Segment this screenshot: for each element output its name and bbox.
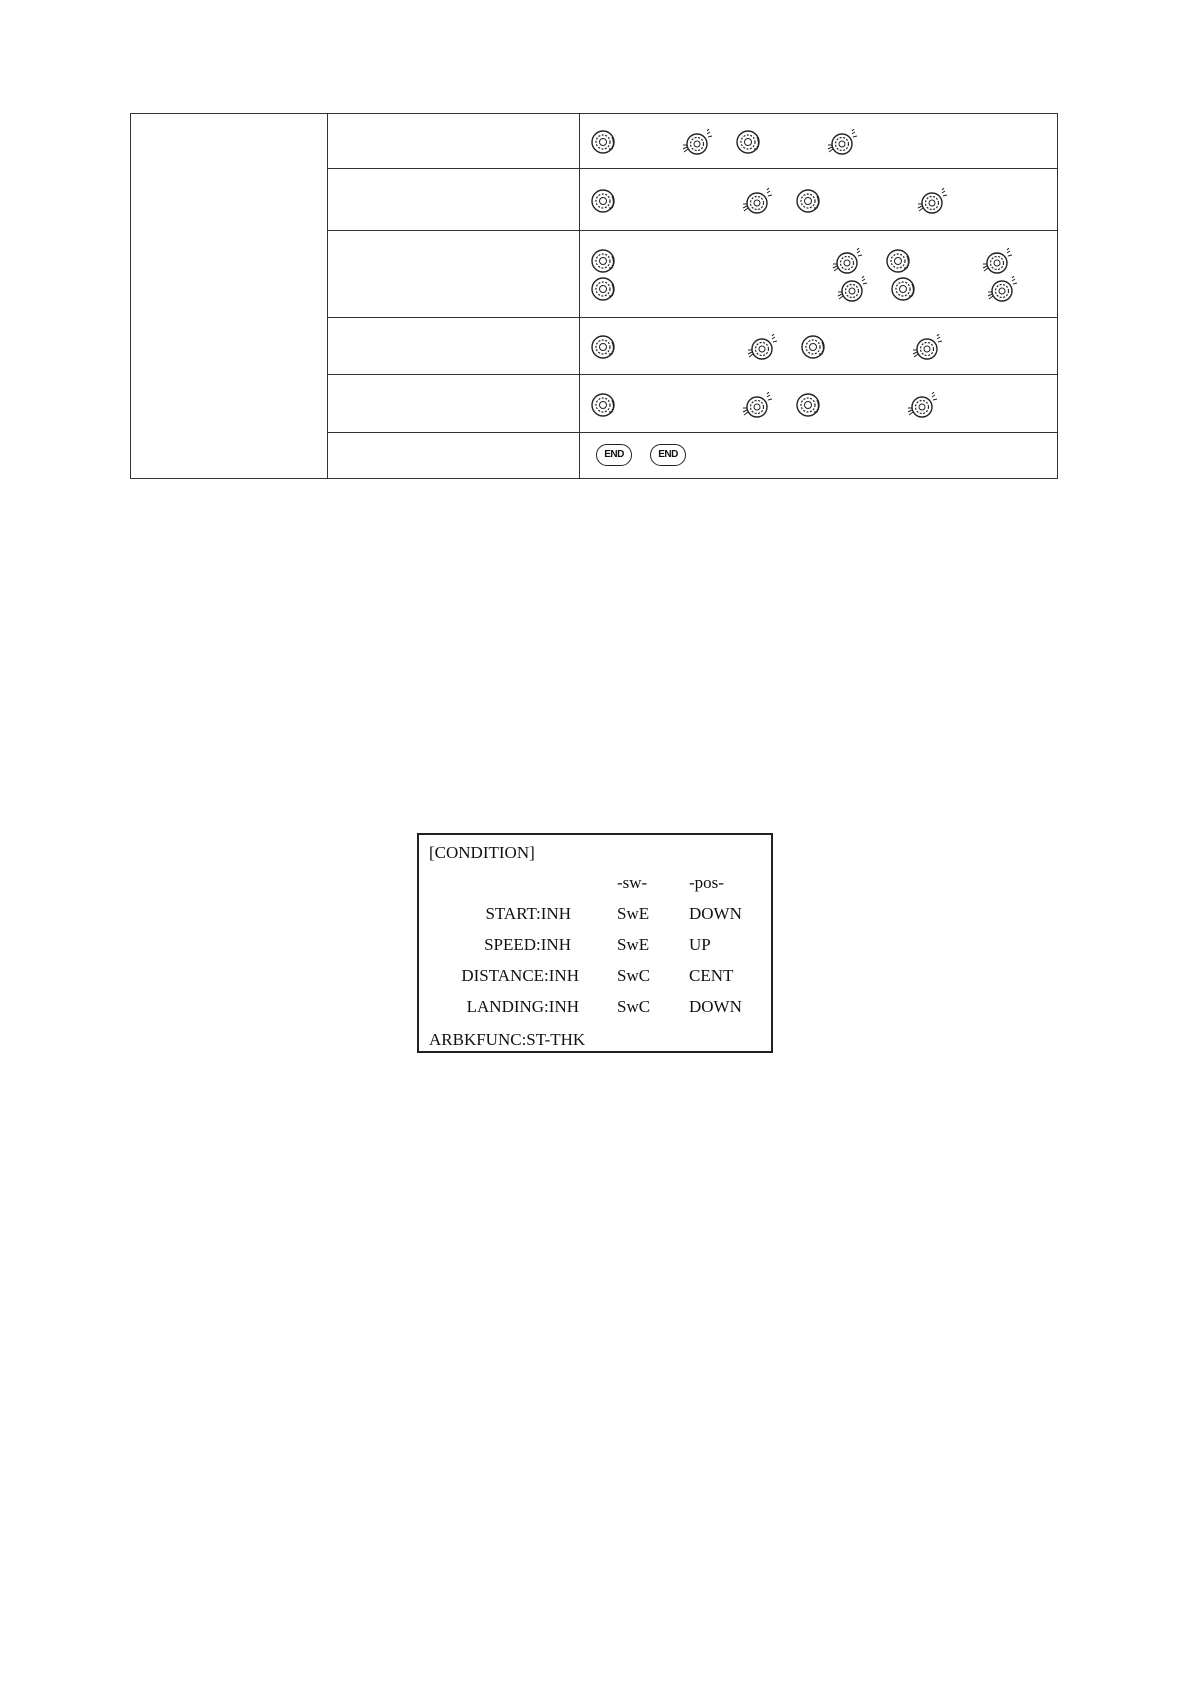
step-label-cell bbox=[328, 169, 580, 231]
step-label-cell bbox=[328, 231, 580, 318]
dial-turn-icon bbox=[590, 248, 618, 276]
dial-turn-icon bbox=[890, 276, 918, 304]
step-action-cell bbox=[580, 433, 1058, 479]
icon-line bbox=[580, 332, 1057, 360]
dial-press-icon bbox=[910, 334, 944, 362]
dial-turn-icon bbox=[590, 129, 618, 157]
dial-turn-icon bbox=[590, 392, 618, 420]
step-label-cell bbox=[328, 318, 580, 375]
icon-line bbox=[580, 442, 1057, 470]
dial-press-icon bbox=[825, 129, 859, 157]
condition-name: START:INH bbox=[485, 904, 571, 923]
icon-line bbox=[580, 390, 1057, 418]
dial-turn-icon bbox=[590, 334, 618, 362]
dial-press-icon bbox=[745, 334, 779, 362]
dial-press-icon bbox=[980, 248, 1014, 276]
lcd-footer: ARBKFUNC:ST-THK bbox=[429, 1030, 586, 1049]
condition-position: UP bbox=[689, 935, 711, 954]
condition-position: DOWN bbox=[689, 997, 742, 1016]
icon-line bbox=[580, 127, 1057, 155]
dial-turn-icon bbox=[800, 334, 828, 362]
dial-press-icon bbox=[740, 188, 774, 216]
condition-position: DOWN bbox=[689, 904, 742, 923]
condition-name: DISTANCE:INH bbox=[461, 966, 579, 985]
dial-turn-icon bbox=[590, 276, 618, 304]
condition-switch: SwE bbox=[617, 935, 650, 954]
step-label-cell bbox=[328, 375, 580, 433]
dial-turn-icon bbox=[795, 392, 823, 420]
pos-column-header: -pos- bbox=[689, 873, 724, 892]
condition-switch: SwE bbox=[617, 904, 650, 923]
dial-press-icon bbox=[915, 188, 949, 216]
dial-press-icon bbox=[905, 392, 939, 420]
condition-name: LANDING:INH bbox=[466, 997, 579, 1016]
lcd-title: [CONDITION] bbox=[429, 843, 535, 862]
dial-press-icon bbox=[835, 276, 869, 304]
icon-line bbox=[580, 186, 1057, 214]
condition-row bbox=[419, 904, 771, 928]
icon-line bbox=[580, 274, 1057, 302]
end-key-icon: END bbox=[650, 444, 686, 466]
end-key-icon: END bbox=[596, 444, 632, 466]
dial-press-icon bbox=[740, 392, 774, 420]
condition-row bbox=[419, 997, 771, 1021]
dial-turn-icon bbox=[735, 129, 763, 157]
step-action-cell bbox=[580, 169, 1058, 231]
dial-turn-icon bbox=[590, 188, 618, 216]
condition-row bbox=[419, 966, 771, 990]
step-label-cell bbox=[328, 433, 580, 479]
condition-name: SPEED:INH bbox=[484, 935, 571, 954]
step-label-cell bbox=[328, 114, 580, 169]
condition-switch: SwC bbox=[617, 997, 651, 1016]
procedure-table bbox=[130, 113, 1058, 479]
dial-press-icon bbox=[985, 276, 1019, 304]
condition-lcd-screen bbox=[417, 833, 773, 1053]
lcd-header-row bbox=[419, 873, 771, 897]
procedure-row bbox=[131, 114, 1058, 169]
procedure-title-cell bbox=[131, 114, 328, 479]
step-action-cell bbox=[580, 231, 1058, 318]
condition-switch: SwC bbox=[617, 966, 651, 985]
dial-press-icon bbox=[830, 248, 864, 276]
step-action-cell bbox=[580, 375, 1058, 433]
icon-line bbox=[580, 246, 1057, 274]
dial-press-icon bbox=[680, 129, 714, 157]
dial-turn-icon bbox=[795, 188, 823, 216]
sw-column-header: -sw- bbox=[617, 873, 648, 892]
dial-turn-icon bbox=[885, 248, 913, 276]
step-action-cell bbox=[580, 114, 1058, 169]
step-action-cell bbox=[580, 318, 1058, 375]
condition-position: CENT bbox=[689, 966, 734, 985]
condition-row bbox=[419, 935, 771, 959]
